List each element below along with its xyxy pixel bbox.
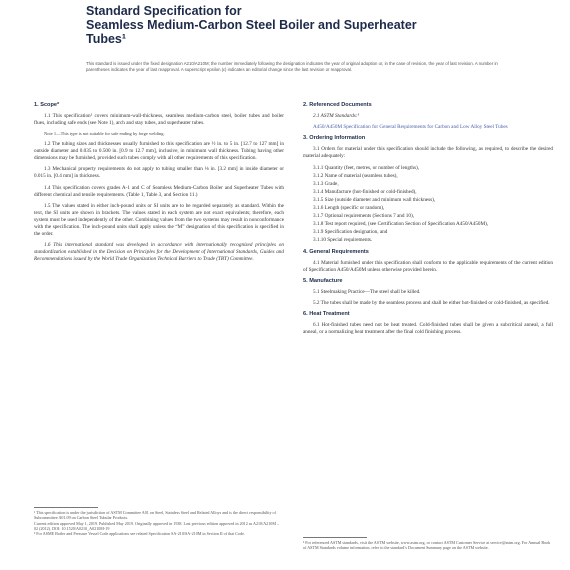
left-column xyxy=(34,100,284,267)
list-item: 3.1.2 Name of material (seamless tubes), xyxy=(313,172,398,179)
para-1-6: 1.6 This international standard was developed in accordance with internationally recognized principles on standardization established in the Decision on Principles for the Development of International Standards, Guides and Recommendations issued by the World Trade Organization Technical Barriers to Trade (TBT) Committee. xyxy=(34,242,284,263)
designation-note: This standard is issued under the fixed designation A210/A210M; the number immediately following the designation indicates the year of original adoption or, in the case of revision, the year of last revision. A number in parentheses indicates the year of last reapproval. A superscript epsilon (ε) indicates an editorial change since the last revision or reapproval. xyxy=(86,61,498,72)
list-item: 3.1.3 Grade, xyxy=(313,180,339,187)
para-1-4: 1.4 This specification covers grades A-1 and C of Seamless Medium-Carbon Boiler and Superheater Tubes with different chemical and tensile requirements. (Table 1, Table 3, and Section 11.) xyxy=(34,184,284,198)
list-item: 3.1.6 Length (specific or random), xyxy=(313,205,385,212)
footnote-divider-left xyxy=(34,507,98,508)
para-1-2: 1.2 The tubing sizes and thicknesses usually furnished to this specification are ½ in. to 5 in. [12.7 to 127 mm] in outside diameter and 0.035 to 0.500 in. [0.9 to 12.7 mm], inclusive, in minimum wall thickness. Tubing having other dimensions may be furnished, provided such tubes comply with all other requirements of this specification. xyxy=(34,141,284,162)
section-heading-referenced-documents: 2. Referenced Documents xyxy=(303,102,372,108)
list-item: 3.1.5 Size (outside diameter and minimum wall thickness), xyxy=(313,196,436,203)
section-heading-general-requirements: 4. General Requirements xyxy=(303,248,369,255)
title-line-3: Tubes¹ xyxy=(86,32,127,46)
para-5-1: 5.1 Steelmaking Practice—The steel shall be killed. xyxy=(313,288,421,295)
para-6-1: 6.1 Hot-finished tubes need not be heat treated. Cold-finished tubes shall be given a subcritical anneal, a full anneal, or a normalizing heat treatment after the final cold finishing process. xyxy=(303,322,553,336)
para-5-2: 5.2 The tubes shall be made by the seamless process and shall be either hot-finished or cold-finished, as specified. xyxy=(313,299,550,306)
list-item: 3.1.7 Optional requirements (Sections 7 and 10), xyxy=(313,213,414,220)
document-title xyxy=(86,4,516,46)
section-heading-heat-treatment: 6. Heat Treatment xyxy=(303,311,350,318)
title-line-1: Standard Specification for xyxy=(86,4,242,18)
footnote-divider-right xyxy=(303,537,367,538)
list-item: 3.1.9 Specification designation, and xyxy=(313,229,388,236)
section-heading-ordering-information: 3. Ordering Information xyxy=(303,135,366,142)
footnote-2: ² For ASME Boiler and Pressure Vessel Code applications see related Specification SA-210/SA-210M in Section II of that Code. xyxy=(34,531,245,537)
footnote-edition: Current edition approved May 1, 2019. Published May 2019. Originally approved in 1938. Last previous edition approved in 2012 as A210/A210M – 02 (2012). DOI: 10.1520/A0210_A0210M-19 xyxy=(34,520,280,531)
list-item: 3.1.4 Manufacture (hot-finished or cold-finished), xyxy=(313,188,417,195)
title-line-2: Seamless Medium-Carbon Steel Boiler and Superheater xyxy=(86,18,417,32)
footnotes-left xyxy=(34,510,284,536)
para-2-1: 2.1 ASTM Standards:³ xyxy=(313,113,360,120)
para-4-1: 4.1 Material furnished under this specification shall conform to the applicable requirements of the current edition of Specification A450/A450M unless otherwise provided herein. xyxy=(303,259,553,273)
para-1-5: 1.5 The values stated in either inch-pound units or SI units are to be regarded separately as standard. Within the text, the SI units are shown in brackets. The values stated in each system are not exact equivalents; therefore, each system must be used independently of the other. Combining values from the two systems may result in nonconformance with the specification. The inch-pound units shall apply unless the “M” designation of this specification is specified in the order. xyxy=(34,202,284,238)
list-item: 3.1.10 Special requirements. xyxy=(313,237,373,244)
note-1: Note 1—This type is not suitable for safe ending by forge welding. xyxy=(44,131,165,137)
para-1-1: 1.1 This specification² covers minimum-wall-thickness, seamless medium-carbon steel, boiler tubes and boiler flues, including safe ends (see Note 1), arch and stay tubes, and superheater tubes. xyxy=(34,113,284,127)
para-3-1: 3.1 Orders for material under this specification should include the following, as required, to describe the desired material adequately: xyxy=(303,146,553,160)
section-heading-manufacture: 5. Manufacture xyxy=(303,277,343,284)
footnote-1: ¹ This specification is under the jurisdiction of ASTM Committee A01 on Steel, Stainless Steel and Related Alloys and is the direct responsibility of Subcommittee A01.09 on Carbon Steel Tubular Products. xyxy=(34,510,276,521)
reference-link-a450[interactable]: A450/A450M Specification for General Requirements for Carbon and Low Alloy Steel Tubes xyxy=(313,124,508,131)
list-item: 3.1.1 Quantity (feet, metres, or number of lengths), xyxy=(313,164,420,171)
para-1-3: 1.3 Mechanical property requirements do not apply to tubing smaller than ⅛ in. [3.2 mm] in inside diameter or 0.015 in. [0.4 mm] in thickness. xyxy=(34,166,284,180)
footnote-3: ³ For referenced ASTM standards, visit the ASTM website, www.astm.org, or contact ASTM Customer Service at service@astm.org. For Annual Book of ASTM Standards volume information, refer to the standard’s Document Summary page on the ASTM website. xyxy=(303,540,551,551)
section-heading-scope: 1. Scope* xyxy=(34,102,60,108)
list-item: 3.1.8 Test report required, (see Certification Section of Specification A450/A450M), xyxy=(313,221,489,228)
right-column xyxy=(303,100,553,340)
